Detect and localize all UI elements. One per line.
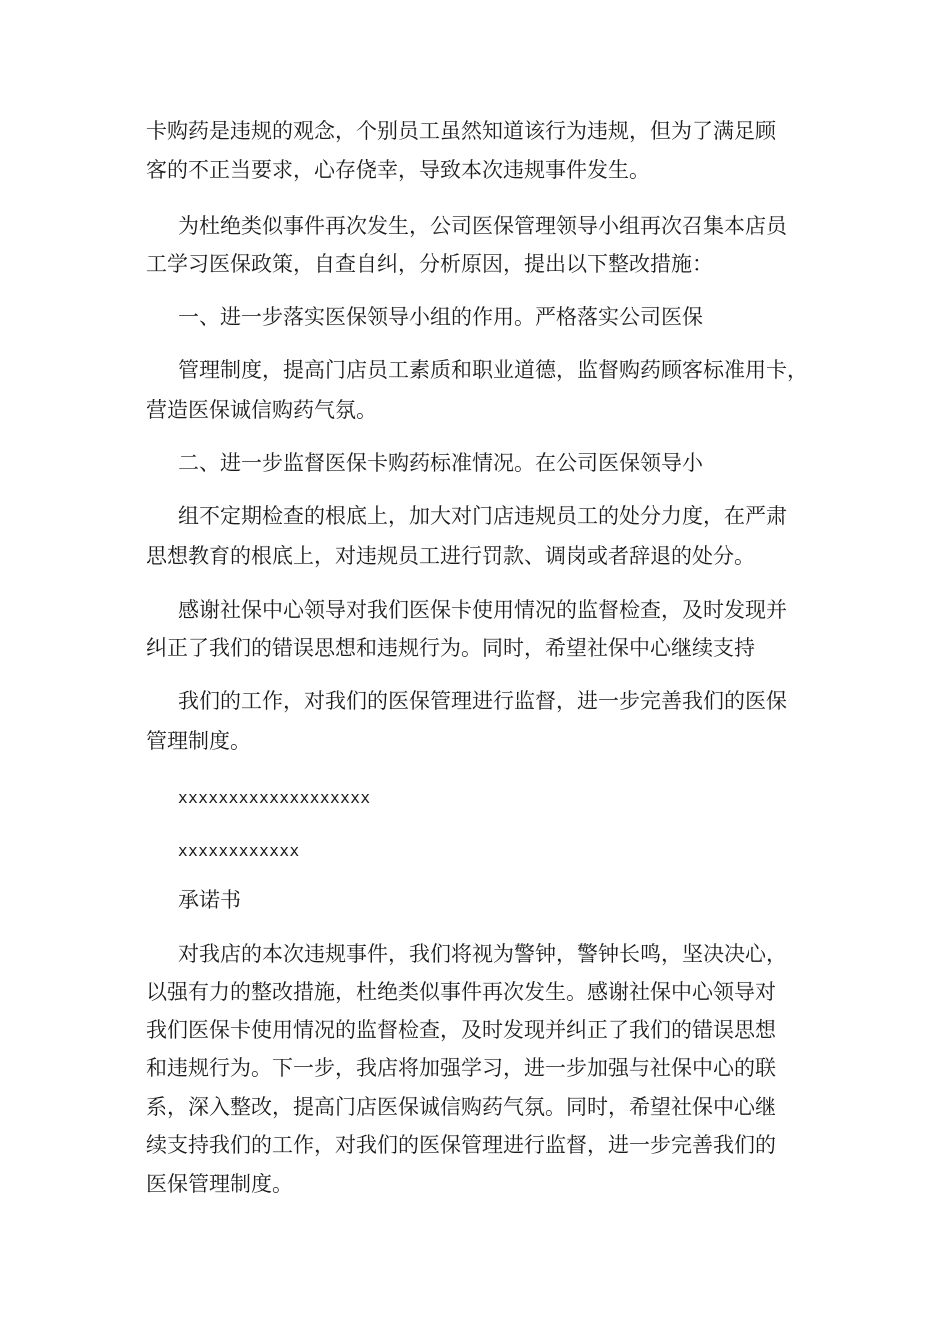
- paragraph-line: 感谢社保中心领导对我们医保卡使用情况的监督检查，及时发现并: [178, 598, 787, 622]
- paragraph-line: 对我店的本次违规事件，我们将视为警钟，警钟长鸣，坚决决心，: [178, 942, 787, 966]
- paragraph-line: 卡购药是违规的观念，个别员工虽然知道该行为违规，但为了满足顾: [146, 119, 776, 143]
- paragraph-line: 和违规行为。下一步，我店将加强学习，进一步加强与社保中心的联: [146, 1056, 776, 1080]
- paragraph-line: 纠正了我们的错误思想和违规行为。同时，希望社保中心继续支持: [146, 636, 755, 660]
- paragraph-line: 以强有力的整改措施，杜绝类似事件再次发生。感谢社保中心领导对: [146, 980, 776, 1004]
- signature-line: xxxxxxxxxxxxxxxxxxx: [178, 788, 371, 807]
- paragraph-line: 组不定期检查的根底上，加大对门店违规员工的处分力度，在严肃: [178, 504, 787, 528]
- paragraph-line: 我们医保卡使用情况的监督检查，及时发现并纠正了我们的错误思想: [146, 1018, 776, 1042]
- measure-heading: 一、进一步落实医保领导小组的作用。严格落实公司医保: [178, 305, 703, 329]
- paragraph-line: 营造医保诚信购药气氛。: [146, 398, 377, 422]
- paragraph-line: 医保管理制度。: [146, 1172, 293, 1196]
- paragraph-line: 为杜绝类似事件再次发生，公司医保管理领导小组再次召集本店员: [178, 214, 787, 238]
- paragraph-line: 工学习医保政策，自查自纠，分析原因，提出以下整改措施：: [146, 252, 713, 276]
- paragraph-line: 管理制度。: [146, 729, 251, 753]
- paragraph-line: 系，深入整改，提高门店医保诚信购药气氛。同时，希望社保中心继: [146, 1095, 776, 1119]
- paragraph-line: 管理制度，提高门店员工素质和职业道德，监督购药顾客标准用卡，: [178, 358, 808, 382]
- paragraph-line: 客的不正当要求，心存侥幸，导致本次违规事件发生。: [146, 158, 650, 182]
- measure-heading: 二、进一步监督医保卡购药标准情况。在公司医保领导小: [178, 451, 703, 475]
- paragraph-line: 续支持我们的工作，对我们的医保管理进行监督，进一步完善我们的: [146, 1133, 776, 1157]
- pledge-title: 承诺书: [178, 888, 241, 912]
- date-line: xxxxxxxxxxxx: [178, 841, 300, 860]
- paragraph-line: 我们的工作，对我们的医保管理进行监督，进一步完善我们的医保: [178, 689, 787, 713]
- paragraph-line: 思想教育的根底上，对违规员工进行罚款、调岗或者辞退的处分。: [146, 544, 755, 568]
